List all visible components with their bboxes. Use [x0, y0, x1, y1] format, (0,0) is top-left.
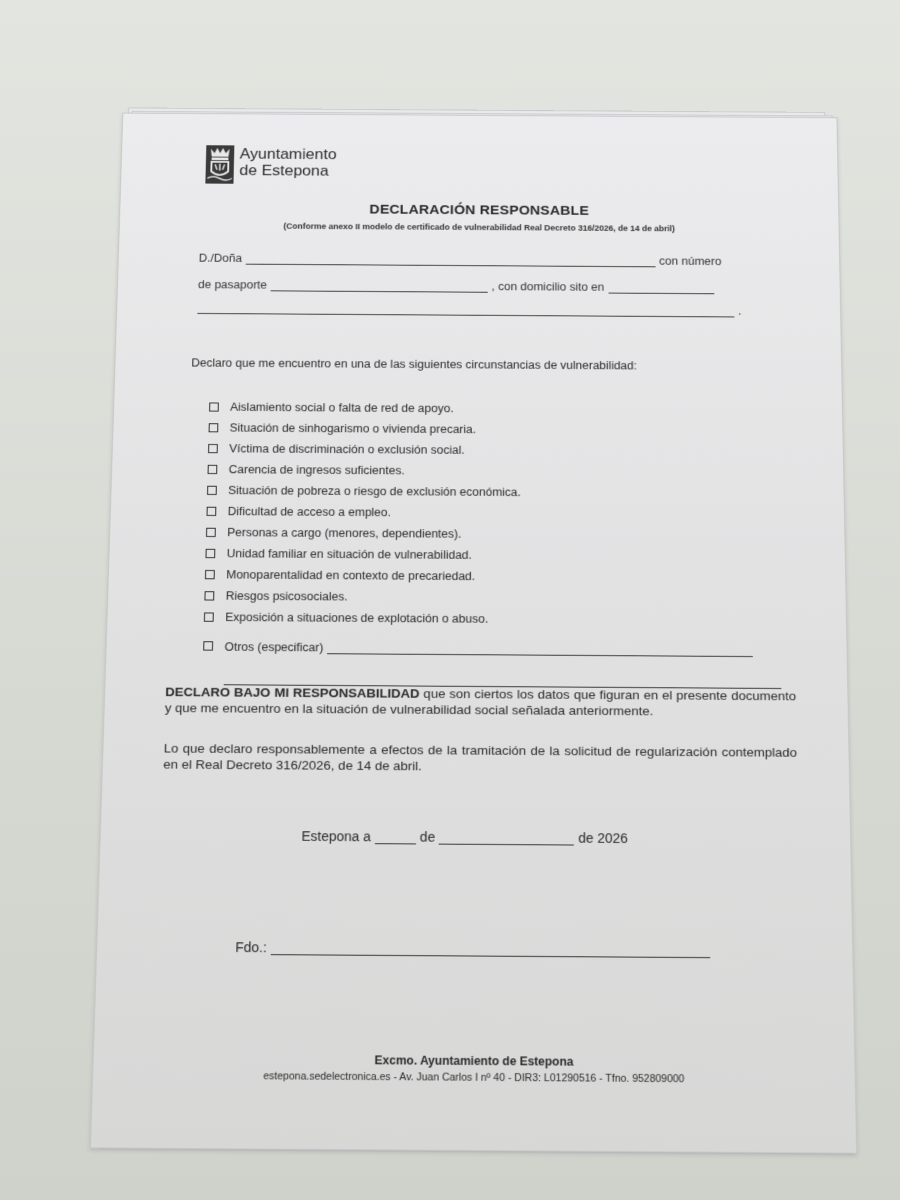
checklist-label: Otros (especificar)	[224, 640, 324, 655]
checklist-label: Aislamiento social o falta de red de apoyo.	[230, 400, 454, 415]
date-de: de	[419, 829, 436, 845]
intro-text: Declaro que me encuentro en una de las siguientes circunstancias de vulnerabilidad:	[191, 356, 637, 373]
domicilio-field[interactable]	[608, 292, 714, 294]
name-row	[199, 252, 722, 268]
checkbox[interactable]	[204, 591, 214, 600]
signature-row	[235, 939, 714, 958]
passport-field[interactable]	[271, 290, 488, 293]
checkbox[interactable]	[207, 506, 217, 515]
checkbox[interactable]	[207, 485, 217, 494]
checkbox[interactable]	[204, 612, 214, 621]
checklist-label: Víctima de discriminación o exclusión social.	[229, 441, 465, 457]
document-title: DECLARACIÓN RESPONSABLE	[369, 202, 589, 219]
checkbox[interactable]	[206, 527, 216, 536]
checkbox[interactable]	[208, 444, 218, 453]
coat-of-arms-icon	[205, 145, 234, 183]
municipality-logo	[205, 145, 336, 184]
date-place: Estepona a	[301, 828, 371, 845]
purpose-paragraph: Lo que declaro responsablemente a efectos de la tramitación de la solicitud de regularización contemplado en el Real Decreto 316/2026, de 14 de abril.	[163, 741, 798, 774]
checkbox[interactable]	[209, 402, 219, 411]
logo-line-1: Ayuntamiento	[239, 145, 337, 163]
declaration-text: que son ciertos los datos que figuran en el presente documento y que me encuentro en la situación de vulnerabilidad social señalada anteriormente.	[164, 686, 797, 719]
domicilio-field-continued[interactable]	[197, 312, 734, 317]
vulnerability-checklist	[202, 396, 785, 689]
day-field[interactable]	[375, 842, 416, 844]
date-row	[301, 828, 627, 845]
checklist-label: Unidad familiar en situación de vulnerabilidad.	[226, 546, 472, 562]
checkbox[interactable]	[205, 548, 215, 557]
page-footer	[93, 1052, 855, 1087]
document-subtitle: (Conforme anexo II modelo de certificado de vulnerabilidad Real Decreto 316/2026, de 14 de abril)	[283, 221, 675, 234]
checklist-item-otros	[203, 627, 785, 657]
checkbox[interactable]	[208, 464, 218, 473]
checklist-label: Exposición a situaciones de explotación o abuso.	[225, 610, 489, 626]
signature-field[interactable]	[271, 953, 710, 958]
checklist-label: Situación de sinhogarismo o vivienda precaria.	[229, 421, 477, 436]
signature-label: Fdo.:	[235, 939, 268, 956]
checklist-label: Riesgos psicosociales.	[225, 589, 348, 603]
declaration-form-page	[90, 113, 857, 1154]
name-label: D./Doña	[198, 251, 243, 265]
declaration-paragraph	[165, 684, 797, 720]
checkbox[interactable]	[205, 570, 215, 579]
passport-row	[198, 278, 718, 294]
domicilio-label: , con domicilio sito en	[491, 280, 605, 294]
logo-line-2: de Estepona	[239, 161, 329, 180]
footer-contact: estepona.sedelectronica.es - Av. Juan Carlos I nº 40 - DIR3: L01290516 - Tfno. 952809000	[263, 1070, 685, 1086]
domicilio-continued-row	[197, 301, 741, 317]
con-numero-label: con número	[659, 254, 722, 268]
otros-continued-row	[202, 653, 785, 689]
declaration-bold: DECLARO BAJO MI RESPONSABILIDAD	[165, 684, 420, 701]
checklist-label: Personas a cargo (menores, dependientes).	[227, 525, 462, 541]
footer-title: Excmo. Ayuntamiento de Estepona	[374, 1053, 574, 1069]
paper-stack	[30, 109, 890, 1148]
checklist-label: Monoparentalidad en contexto de precariedad.	[226, 567, 476, 583]
checklist-label: Situación de pobreza o riesgo de exclusión económica.	[228, 483, 521, 499]
checkbox[interactable]	[203, 641, 213, 650]
passport-label: de pasaporte	[197, 278, 268, 292]
date-year: de 2026	[578, 830, 628, 846]
domicilio-end: .	[738, 304, 742, 318]
month-field[interactable]	[439, 843, 574, 846]
checklist-label: Carencia de ingresos suficientes.	[228, 462, 405, 477]
name-field[interactable]	[246, 263, 656, 267]
checklist-label: Dificultad de acceso a empleo.	[227, 504, 391, 519]
checkbox[interactable]	[209, 423, 219, 432]
